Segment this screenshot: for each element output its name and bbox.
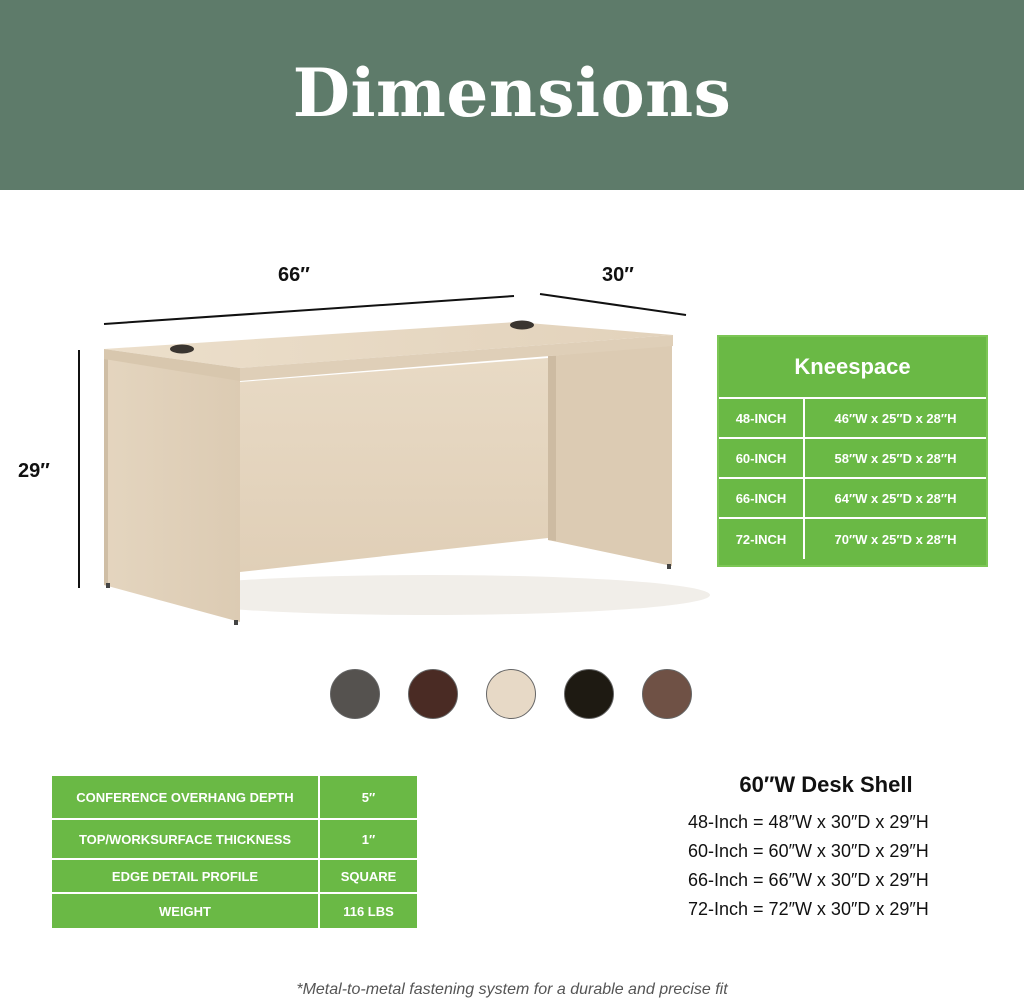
desk-shell-title: 60″W Desk Shell bbox=[739, 772, 913, 797]
desk-shell-size: 66-Inch = 66″W x 30″D x 29″H bbox=[688, 870, 929, 890]
width-label: 66″ bbox=[278, 264, 310, 286]
swatch-espresso[interactable] bbox=[564, 669, 614, 719]
spec-value: 1″ bbox=[361, 831, 376, 847]
desk-shell-info bbox=[660, 772, 1000, 924]
table-row bbox=[52, 894, 417, 928]
left-side-panel bbox=[104, 358, 240, 622]
specs-table bbox=[52, 776, 417, 928]
right-panel-edge bbox=[548, 356, 556, 541]
kneespace-dims: 46″W x 25″D x 28″H bbox=[834, 410, 957, 426]
spec-value: SQUARE bbox=[340, 868, 397, 884]
depth-dimension-line bbox=[540, 294, 686, 315]
swatch-natural-maple[interactable] bbox=[486, 669, 536, 719]
table-row bbox=[52, 776, 417, 820]
finish-swatches bbox=[330, 669, 694, 721]
swatch-walnut[interactable] bbox=[642, 669, 692, 719]
kneespace-size: 72-INCH bbox=[719, 519, 805, 559]
table-row bbox=[719, 399, 986, 439]
kneespace-size: 60-INCH bbox=[719, 439, 805, 477]
desk-shell-size: 72-Inch = 72″W x 30″D x 29″H bbox=[688, 899, 929, 919]
table-row bbox=[719, 519, 986, 559]
foot bbox=[106, 583, 110, 588]
modesty-panel bbox=[240, 358, 548, 572]
table-row bbox=[719, 479, 986, 519]
spec-label: CONFERENCE OVERHANG DEPTH bbox=[52, 776, 320, 818]
kneespace-dims: 58″W x 25″D x 28″H bbox=[834, 450, 957, 466]
spec-value: 5″ bbox=[361, 789, 376, 805]
grommet-right bbox=[510, 321, 534, 330]
kneespace-dims: 64″W x 25″D x 28″H bbox=[834, 490, 957, 506]
depth-label: 30″ bbox=[602, 264, 634, 286]
footnote: *Metal-to-metal fastening system for a durable and precise fit bbox=[296, 981, 728, 998]
kneespace-dims: 70″W x 25″D x 28″H bbox=[834, 531, 957, 547]
spec-label: WEIGHT bbox=[52, 894, 320, 928]
spec-label: TOP/WORKSURFACE THICKNESS bbox=[52, 820, 320, 858]
left-panel-edge bbox=[104, 358, 108, 586]
desk-shell-size: 48-Inch = 48″W x 30″D x 29″H bbox=[688, 812, 929, 832]
height-label: 29″ bbox=[18, 460, 50, 482]
foot bbox=[667, 564, 671, 569]
kneespace-title: Kneespace bbox=[719, 337, 986, 399]
page-title: Dimensions bbox=[292, 54, 732, 132]
kneespace-size: 66-INCH bbox=[719, 479, 805, 517]
swatch-gray[interactable] bbox=[330, 669, 380, 719]
desk-shell-size: 60-Inch = 60″W x 30″D x 29″H bbox=[688, 841, 929, 861]
table-row bbox=[719, 439, 986, 479]
kneespace-table bbox=[717, 335, 988, 567]
kneespace-size: 48-INCH bbox=[719, 399, 805, 437]
swatch-mahogany[interactable] bbox=[408, 669, 458, 719]
right-side-panel bbox=[548, 345, 672, 566]
header-banner bbox=[0, 0, 1024, 190]
spec-value: 116 LBS bbox=[343, 903, 394, 919]
foot bbox=[234, 620, 238, 625]
table-row bbox=[52, 860, 417, 894]
width-dimension-line bbox=[104, 296, 514, 324]
table-row bbox=[52, 820, 417, 860]
grommet-left bbox=[170, 345, 194, 354]
spec-label: EDGE DETAIL PROFILE bbox=[52, 860, 320, 892]
